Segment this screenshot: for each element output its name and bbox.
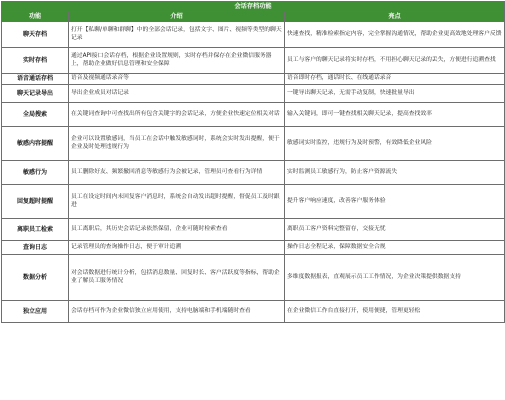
intro-cell: 语音及视频通话录音等 [69, 74, 285, 85]
table-title-row [2, 2, 505, 12]
highlight-cell: 多维度数据报表，直观展示员工工作情况，为企业决策提供数据支持 [285, 255, 505, 301]
table-row [2, 85, 505, 103]
feature-table [1, 1, 505, 323]
intro-cell: 通过API接口会话存档，根据企业设置规则，实时存档并保存在企业微信服务器上，帮助企业做好信息管理和安全保障 [69, 48, 285, 74]
header-intro: 介绍 [69, 12, 285, 22]
intro-cell: 对会话数据进行统计分析，包括消息数量、回复时长、客户活跃度等指标，帮助企业了解员工服务情况 [69, 255, 285, 301]
table-header-row [2, 12, 505, 22]
intro-cell: 企业可以设置敏感词，当员工在会话中触发敏感词时，系统会实时发出提醒，便于企业及时处理违规行为 [69, 127, 285, 161]
table-row [2, 255, 505, 301]
highlight-cell: 离职员工客户资料完整留存，交接无忧 [285, 219, 505, 241]
intro-cell: 会话存档可作为企业微信独立应用使用，支持电脑端和手机端随时查看 [69, 301, 285, 323]
highlight-cell: 提升客户响应速度，改善客户服务体验 [285, 185, 505, 219]
intro-cell: 打开【私聊/单聊和群聊】中的全部会话记录，包括文字、图片、视频等类型的聊天记录 [69, 22, 285, 48]
table-row [2, 103, 505, 127]
table-row [2, 301, 505, 323]
highlight-cell: 快速查找，精准检索指定内容，完全掌握沟通情况，帮助企业更高效地处理客户反馈 [285, 22, 505, 48]
highlight-cell: 一键导出聊天记录，无需手动复制，快速批量导出 [285, 85, 505, 103]
highlight-cell: 语音即时存档，通话时长、在线通话录音 [285, 74, 505, 85]
header-feature: 功能 [2, 12, 69, 22]
feature-cell: 敏感内容提醒 [2, 127, 69, 161]
highlight-cell: 员工与客户的聊天记录将实时存档，不用担心聊天记录的丢失，方便进行追溯查找 [285, 48, 505, 74]
intro-cell: 员工在设定时间内未回复客户消息时，系统会自动发出超时提醒，督促员工及时跟进 [69, 185, 285, 219]
feature-cell: 查询日志 [2, 241, 69, 255]
table-row [2, 74, 505, 85]
intro-cell: 员工删除好友、频繁撤回消息等敏感行为会被记录，管理员可查看行为详情 [69, 161, 285, 185]
intro-cell: 导出企业成员对话记录 [69, 85, 285, 103]
table-row [2, 22, 505, 48]
feature-cell: 语音通话存档 [2, 74, 69, 85]
feature-cell: 回复超时提醒 [2, 185, 69, 219]
highlight-cell: 操作日志全程记录，保障数据安全合规 [285, 241, 505, 255]
table-row [2, 185, 505, 219]
feature-cell: 实时存档 [2, 48, 69, 74]
table-row [2, 127, 505, 161]
feature-cell: 离职员工检索 [2, 219, 69, 241]
highlight-cell: 输入关键词，即可一键查找相关聊天记录，提高查找效率 [285, 103, 505, 127]
highlight-cell: 实时监测员工敏感行为，防止客户资源流失 [285, 161, 505, 185]
feature-cell: 独立应用 [2, 301, 69, 323]
table-row [2, 161, 505, 185]
intro-cell: 员工离职后，其历史会话记录依然保留，企业可随时检索查看 [69, 219, 285, 241]
feature-cell: 敏感行为 [2, 161, 69, 185]
table-row [2, 48, 505, 74]
highlight-cell: 敏感词实时监控，违规行为及时预警，有效降低企业风险 [285, 127, 505, 161]
table-row [2, 219, 505, 241]
feature-cell: 聊天存档 [2, 22, 69, 48]
feature-cell: 数据分析 [2, 255, 69, 301]
table-title: 会话存档功能 [2, 2, 505, 12]
feature-cell: 聊天记录导出 [2, 85, 69, 103]
intro-cell: 记录管理员的查询操作日志，便于审计追溯 [69, 241, 285, 255]
feature-cell: 全局搜索 [2, 103, 69, 127]
intro-cell: 在关键词查询中可查找出所有包含关键字的会话记录，方便企业快速定位相关对话 [69, 103, 285, 127]
highlight-cell: 在企业微信工作台直接打开，使用便捷，管理更轻松 [285, 301, 505, 323]
header-highlight: 亮点 [285, 12, 505, 22]
table-row [2, 241, 505, 255]
